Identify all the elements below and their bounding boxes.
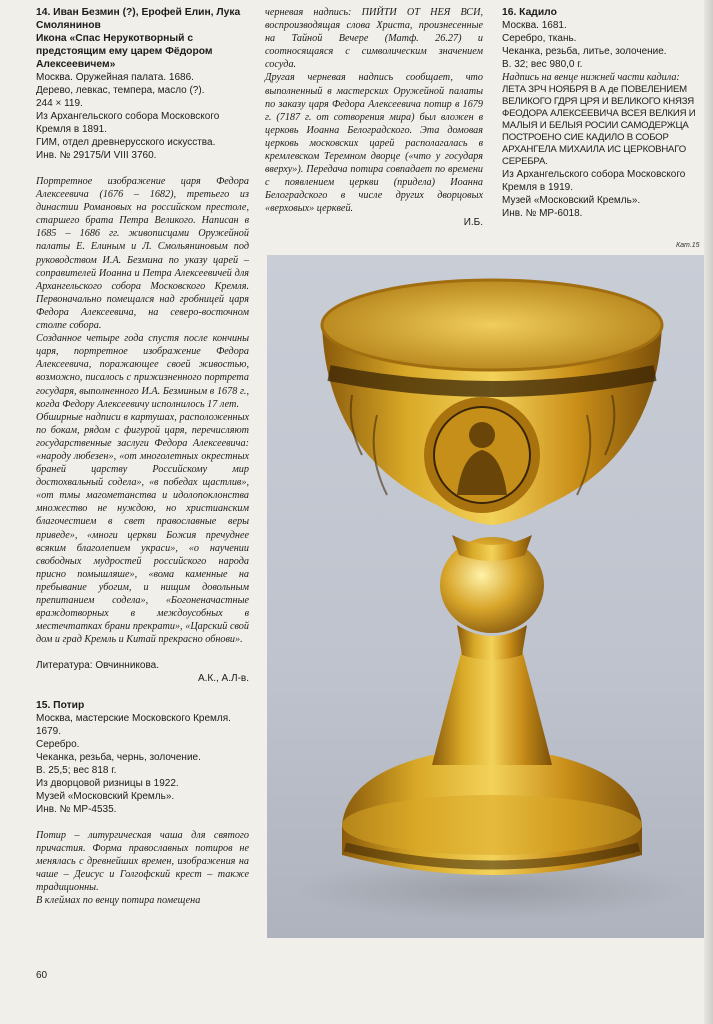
entry-16-inscription: ЛЕТА ЗРЧ НОЯБРЯ В А де ПОВЕЛЕНИЕМ ВЕЛИКОГО ГДРЯ ЦРЯ И ВЕЛИКОГО КНЯЗЯ ФЕОДОРА АЛЕКСЕЕВИЧА ВСЕЯ ВЕЛКИЯ И МАЛЫЯ И БЕЛЫЯ РОСИИ САМОДЕРЖЦА ПОСТРОЕНО СИЕ КАДИЛО В СОБОР АРХАНГЕЛА МИХАИЛА ИС ЦЕРКОВНАГО СЕРЕБРА. [502, 84, 696, 168]
chalice-photo [267, 255, 704, 938]
entry-14-meta-line: Дерево, левкас, темпера, масло (?). [36, 85, 205, 96]
entry-15-description-2: В клеймах по венцу потира помещена [36, 895, 201, 907]
entry-15-meta-line: Из дворцовой ризницы в 1922. [36, 777, 179, 789]
page-gutter [704, 0, 713, 1024]
entry-14-meta-line: Инв. № 29175/И VIII 3760. [36, 150, 157, 161]
column-left [36, 6, 249, 907]
entry-16-inscription-note: Надпись на венце нижней части кадила: [502, 72, 680, 83]
entry-16-meta-line: Из Архангельского собора Московского Кремля в 1919. [502, 169, 686, 194]
entry-15-meta-line: В. 25,5; вес 818 г. [36, 764, 117, 776]
entry-15-meta-line: Музей «Московский Кремль». [36, 790, 175, 802]
entry-14-signature: А.К., А.Л-в. [197, 673, 249, 685]
entry-15-continued: черневая надпись: ПИЙТИ ОТ НЕЯ ВСИ, воспроизводящая слова Христа, произнесенные на Тайной Вечере (Матф. 26.27) и соотносящаяся с символическим значением сосуда. [265, 7, 483, 71]
entry-14-meta-line: Из Архангельского собора Московского Кремля в 1891. [36, 111, 220, 135]
entry-15-meta-line: Чеканка, резьба, чернь, золочение. [36, 751, 201, 763]
entry-14-meta-line: 244 × 119. [36, 98, 83, 109]
entry-15-meta-line: Серебро. [36, 738, 80, 750]
entry-15-heading: 15. Потир [36, 699, 85, 711]
entry-14-meta-line: Москва. Оружейная палата. 1686. [36, 72, 194, 83]
catalogue-label: Кат.15 [676, 242, 700, 249]
entry-15-signature: И.Б. [463, 216, 483, 228]
entry-16-meta-line: Серебро, ткань. [502, 33, 577, 44]
entry-15-meta-line: Инв. № МР-4535. [36, 803, 117, 815]
entry-14-description-3: Обширные надписи в картушах, расположенных по бокам, рядом с фигурой царя, перечисляют государственные заслуги Федора Алексеевича: «народу любезен», «от многолетных окрестных браней царству Российскому мир достохвальный содела», «в победах щастлив», «от тмы магометанства и идолопоклонства множество не нуждою, но христианским благочестием в свет православные веры приведе», «многи церкви Божия пречуднее всяким благолепием украси», «о научении свободных мудростей российского народа присно помышляше», «вома каменные на пребывание убогим, и нищим довольным препитанием содела», «Богоненачастные враждотворных в междоусобных в местечтатках брани прекрати», «Царский свой дом и град Кремль и Китай прекрасно обнови». [36, 411, 249, 646]
page-number: 60 [36, 970, 48, 981]
chalice-illustration [267, 255, 704, 938]
entry-15-description: Потир – литургическая чаша для святого причастия. Форма православных потиров не менялась с древнейших времен, изображения на чаше – Деисус и Голгофский крест – также традиционны. [36, 829, 249, 893]
entry-16-meta-line: Чеканка, резьба, литье, золочение. [502, 46, 667, 57]
entry-15-continued-2: Другая черневая надпись сообщает, что выполненный в мастерских Оружейной палаты по заказу царя Федора Алексеевича потир в 1679 г. (7187 г. от сотворения мира) был вложен в церковь Иоанна Белоградского. Эта домовая церковь московских царей располагалась в кремлевском Теремном дворце («что у государя вверху»). Передача потира совпадает по времени с появлением церкви (придела) Иоанна Белоградского в числе других дворцовых «верховых» церквей. [265, 72, 483, 215]
entry-14-description: Портретное изображение царя Федора Алексеевича (1676 – 1682), третьего из династии Романовых на российском престоле, старшего брата Петра Великого. Написан в 1685 – 1686 гг. живописцами Оружейной палаты Е. Елиным и Л. Смольяниновым под руководством И.А. Безмина по указу царей – соправителей Иоанна и Петра Алексеевичей для Архангельского собора Московского Кремля. Первоначально помещался над гробницей царя Федора Алексеевича, на северо-восточном столпе собора. [36, 176, 249, 332]
entry-14-meta-line: ГИМ, отдел древнерусского искусства. [36, 137, 216, 148]
entry-14-heading: 14. Иван Безмин (?), Ерофей Елин, Лука Смолянинов [36, 7, 241, 31]
entry-15-meta-line: Москва, мастерские Московского Кремля. 1679. [36, 712, 231, 737]
column-right [502, 6, 702, 220]
entry-16-meta-line: Музей «Московский Кремль». [502, 195, 641, 207]
entry-16-heading: 16. Кадило [502, 7, 557, 18]
entry-16-meta-line: Москва. 1681. [502, 20, 567, 31]
entry-14-description-2: Созданное четыре года спустя после кончины царя, портретное изображение Федора Алексеевича, поражающее своей живостью, возможно, писалось с прижизненного портрета государя, выполненного И.А. Безминым в 1678 г., когда Федору Алексеевичу исполнилось 17 лет. [36, 333, 249, 410]
entry-14-literature: Литература: Овчинникова. [36, 660, 159, 672]
entry-16-meta-line: В. 32; вес 980,0 г. [502, 59, 583, 70]
entry-16-meta-line: Инв. № МР-6018. [502, 208, 583, 220]
column-middle [265, 6, 483, 229]
entry-14-title: Икона «Спас Нерукотворный с предстоящим ему царем Фёдором Алексеевичем» [36, 33, 213, 70]
